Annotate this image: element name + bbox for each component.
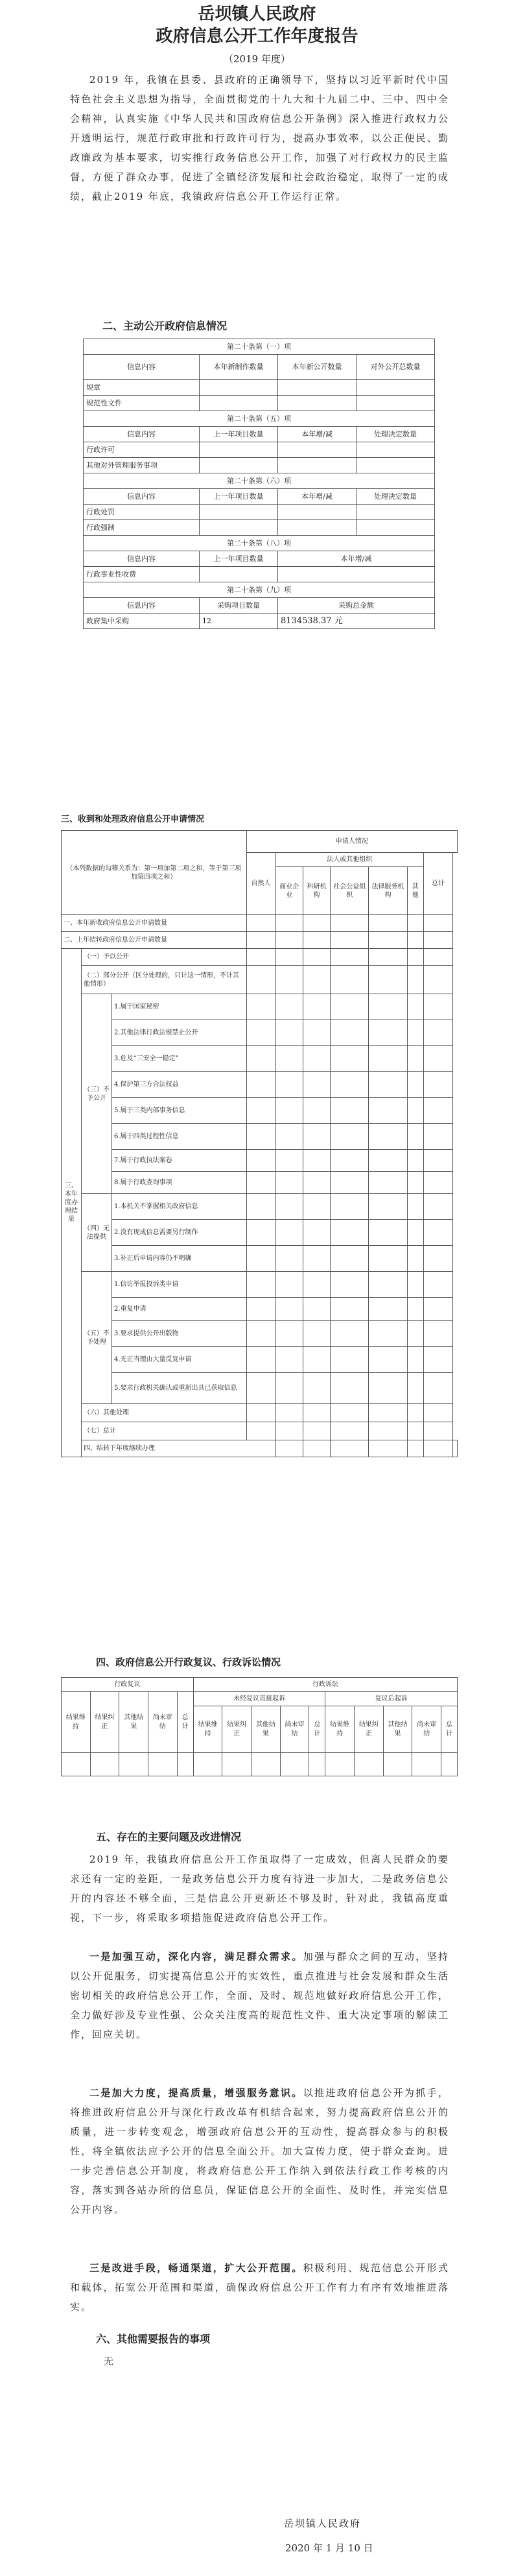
intro-paragraph: 2019 年，我镇在县委、县政府的正确领导下，坚持以习近平新时代中国特色社会主义思想为指导，全面贯彻党的十九大和十九届二中、三中、四中全会精神，认真实施《中华人民共和国政府信息公开条例》深入推进行政权力公开透明运行，规范行政审批和行政许可行为，提高办事效率，以公正便民、勤政廉政为基本要求，切实推行政务信息公开工作，加强了对行政权力的民主监督，方便了群众办事，促进了全镇经济发展和社会政治稳定，取得了一定的成绩，截止2019 年底，我镇政府信息公开工作运行正常。 [70,74,449,202]
row-label: 行政处罚 [84,505,200,520]
row-label: 6.属于四类过程性信息 [112,1124,247,1150]
measure-1-title: 一是加强互动，深化内容，满足群众需求。 [89,1951,303,1962]
col-header: 总计 [177,1692,193,1753]
row-label: 规章 [84,380,200,396]
col-header: 结果纠正 [222,1706,251,1753]
col-header: 信息内容 [84,551,200,567]
col-header: 信息内容 [84,355,200,380]
measure-3-text: 积极利用、规范信息公开形式和载体，拓宽公开范围和渠道，确保政府信息公开工作有力有序有效地推进落实。 [70,2262,449,2313]
row-label: 规范性文件 [84,396,200,411]
row-label: 1.信访举报投诉类申请 [112,1272,247,1298]
litigation-header: 行政诉讼 [193,1678,457,1692]
group-label: （四）无法提供 [82,1194,112,1272]
section-5-heading: 五、存在的主要问题及改进情况 [96,1831,242,1843]
report-title: 政府信息公开工作年度报告 [156,27,358,46]
measure-2-paragraph [70,2083,449,2219]
col-header: 科研机构 [303,867,330,915]
row-label: （七）总计 [82,1422,247,1440]
measure-2-text: 以推进政府信息公开为抓手，将推进政府信息公开与深化行政改革有机结合起来，努力提高政府信息公开的质量，进一步转变观念，增强政府信息公开的互动性，提高群众参与的积极性，将全镇依法应予公开的信息全面公开。加大宣传力度，使于群众查询。进一步完善信息公开制度，将政府信息公开工作纳入到依法行政工作考核的内容，落实到各站办所的信息员，保证信息公开的全面性、及时性，并完实信息公开内容。 [70,2087,449,2215]
col-header: 本年增/减 [278,427,356,442]
row-label: （一）予以公开 [82,949,247,966]
group-label: （五）不予处理 [82,1272,112,1404]
group-label: （三）不予公开 [82,994,112,1194]
col-header: 采购项目数量 [200,598,278,614]
art6-header: 第二十条第（六）项 [84,473,435,489]
row-label: 3.危及“三安全一稳定” [112,1046,247,1072]
review-litigation-table [61,1677,458,1776]
issues-paragraph: 2019 年，我镇政府信息公开工作虽取得了一定成效，但离人民群众的要求还有一定的差距，一是政务信息公开力度有待进一步加大，二是政务信息公开的内容还不够全面，三是信息公开更新还不够及时，针对此，我镇高度重视，下一步，将采取多项措施促进政府信息公开工作。 [70,1854,449,1924]
procurement-amount: 8134538.37 元 [278,614,435,629]
col-header: 处理决定数量 [356,489,435,505]
section-6-heading: 六、其他需要报告的事项 [96,2333,211,2345]
row-label: 5.要求行政机关确认或重新出具已获取信息 [112,1373,247,1404]
col-header: 其他结果 [383,1706,412,1753]
section-4-heading: 四、政府信息公开行政复议、行政诉讼情况 [96,1656,281,1668]
col-header: 商业企业 [275,867,303,915]
row-label: 5.属于三类内部事务信息 [112,1098,247,1124]
row-label: 2.其他法律行政法规禁止公开 [112,1020,247,1046]
review-header: 行政复议 [62,1678,194,1692]
col-header: 上一年项目数量 [200,551,278,567]
requests-table [61,830,458,1457]
natural-person-header: 自然人 [246,853,275,915]
col-header: 本年新制作数量 [200,355,278,380]
col-header: 结果维持 [193,1706,222,1753]
col-header: 对外公开总数量 [356,355,435,380]
col-header: 总计 [309,1706,325,1753]
row-label: 其他对外管理服务事项 [84,458,200,473]
total-header: 总计 [423,853,452,915]
direct-suit-header: 未经复议直接起诉 [193,1692,325,1706]
legal-entity-header: 法人或其他组织 [275,853,423,867]
measure-3-paragraph [70,2258,449,2317]
col-header: 上一年项目数量 [200,427,278,442]
row-label: 行政许可 [84,442,200,458]
col-header: 法律服务机构 [369,867,407,915]
col-header: 尚未审结 [148,1692,178,1753]
col-header: 处理决定数量 [356,427,435,442]
col-header: 上一年项目数量 [200,489,278,505]
procurement-count: 12 [200,614,278,629]
measure-2-title: 二是加大力度，提高质量，增强服务意识。 [89,2087,303,2099]
row-label: 2.重复申请 [112,1298,247,1321]
row-label: （六）其他处理 [82,1404,247,1422]
after-review-header: 复议后起诉 [325,1692,458,1706]
row-label: 一、本年新收政府信息公开申请数量 [62,915,247,932]
row-label: 8.属于行政查询事项 [112,1172,247,1194]
art8-header: 第二十条第（八）项 [84,536,435,551]
measure-1-text: 加强与群众之间的互动，坚持以公开促服务，切实提高信息公开的实效性，重点推进与社会发展和群众生活密切相关的政府信息公开工作，全面、及时、规范地做好政府信息公开工作，全力做好涉及专业性强、公众关注度高的规范性文件、重大决定事项的解读工作，回应关切。 [70,1951,449,2040]
applicant-header: 申请人情况 [246,831,457,853]
year-note: （2019 年度） [224,53,290,65]
measure-3-title: 三是改进手段，畅通渠道，扩大公开范围。 [89,2262,303,2274]
row-label: 行政事业性收费 [84,567,200,582]
section-2-heading: 二、主动公开政府信息情况 [102,320,228,332]
row-label: 2.没有现成信息需要另行制作 [112,1220,247,1246]
col-header: 社会公益组织 [331,867,369,915]
row-label: 四、结转下年度继续办理 [82,1440,276,1457]
row-label: 3.补正后申请内容仍不明确 [112,1246,247,1272]
col-header: 信息内容 [84,427,200,442]
col-header: 结果维持 [325,1706,355,1753]
row-label: 二、上年结转政府信息公开申请数量 [62,932,247,949]
signature-org: 岳坝镇人民政府 [284,2518,362,2529]
row-label: 4.保护第三方合法权益 [112,1072,247,1098]
row-label: 1.本机关不掌握相关政府信息 [112,1194,247,1220]
row-label: 政府集中采购 [84,614,200,629]
col-header: 本年增/减 [278,551,435,567]
col-header: 结果纠正 [90,1692,119,1753]
col-header: 本年增/减 [278,489,356,505]
art1-header: 第二十条第（一）项 [84,339,435,355]
art5-header: 第二十条第（五）项 [84,411,435,427]
col-header: 结果纠正 [354,1706,383,1753]
row-label: 行政强制 [84,520,200,536]
row-label: （二）部分公开（区分处理的，只计这一情形，不计其他情形） [82,966,247,994]
col-header: 采购总金额 [278,598,435,614]
signature-date: 2020 年 1 月 10 日 [285,2542,373,2554]
col-header: 其他结果 [251,1706,281,1753]
row-label: 7.属于行政执法案卷 [112,1150,247,1172]
row-label: 4.无正当理由大量反复申请 [112,1347,247,1373]
col-header: 本年新公开数量 [278,355,356,380]
section-3-heading: 三、收到和处理政府信息公开申请情况 [61,815,205,824]
corner-note: （本列数据的勾稽关系为：第一项加第二项之和，等于第三项加第四项之和） [62,831,247,915]
results-label: 三、本年度办理结果 [62,949,82,1457]
none-text: 无 [104,2355,114,2367]
col-header: 其他结果 [119,1692,148,1753]
col-header: 总计 [441,1706,458,1753]
art9-header: 第二十条第（九）项 [84,582,435,598]
row-label: 3.要求提供公开出版物 [112,1321,247,1347]
col-header: 其他 [407,867,423,915]
row-label: 1.属于国家秘密 [112,994,247,1020]
org-title: 岳坝镇人民政府 [198,5,316,24]
proactive-disclosure-table [83,339,435,629]
col-header: 尚未审结 [412,1706,441,1753]
col-header: 尚未审结 [280,1706,309,1753]
measure-1-paragraph [70,1947,449,2044]
col-header: 信息内容 [84,489,200,505]
col-header: 结果维持 [62,1692,91,1753]
col-header: 信息内容 [84,598,200,614]
